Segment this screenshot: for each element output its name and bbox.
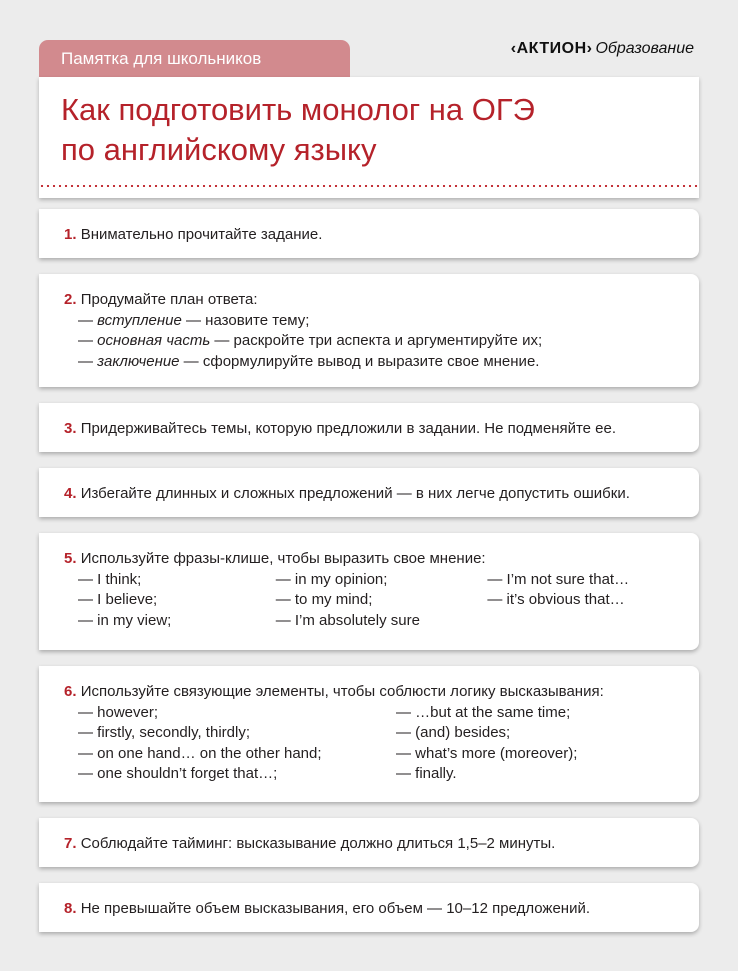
audience-tab [39,40,350,77]
audience-tab-label: Памятка для школьников [61,49,262,68]
phrase-columns [64,570,699,632]
tip-card-3 [39,403,699,452]
plan-term: вступление [97,311,182,329]
tip-number: 7. [64,835,77,852]
tip-card-4 [39,468,699,517]
tip-number: 1. [64,226,77,243]
tip-line [64,484,699,505]
tip-card-2 [39,274,699,387]
plan-term: заключение [97,352,180,370]
tip-line [64,549,699,570]
title-panel [39,77,699,198]
tip-number: 4. [64,485,77,502]
linker-item: — …but at the same time; [396,703,571,721]
tip-text: Используйте фразы-клише, чтобы выразить свое мнение: [80,550,486,567]
tip-line [64,899,699,920]
tip-text: Избегайте длинных и сложных предложений — в них легче допустить ошибки. [80,485,630,502]
linker-item: — what’s more (moreover); [396,744,578,762]
phrase-item: — in my opinion; [275,570,388,588]
tip-line [64,419,699,440]
phrase-item: — I think; [78,570,142,588]
linker-item: — on one hand… on the other hand; [78,744,322,762]
phrase-item: — I believe; [78,591,158,608]
tip-card-8 [39,883,699,932]
tip-text: Используйте связующие элементы, чтобы соблюсти логику высказывания: [80,683,604,700]
plan-item: — основная часть — раскройте три аспекта и аргументируйте их; [78,332,543,349]
tip-text: Соблюдайте тайминг: высказывание должно длиться 1,5–2 минуты. [80,835,556,852]
tip-line [64,225,699,246]
tip-text: Придерживайтесь темы, которую предложили в задании. Не подменяйте ее. [80,420,617,437]
brand-logo [511,40,694,58]
brand-sub: Образование [595,40,694,57]
tip-number: 6. [64,683,77,700]
dotted-divider [39,185,699,187]
phrase-item: — it’s obvious that… [487,591,625,608]
phrase-item: — to my mind; [275,591,373,608]
tip-line [64,290,699,311]
tip-card-1 [39,209,699,258]
phrase-item: — I’m not sure that… [487,570,630,588]
phrase-item: — I’m absolutely sure [275,611,420,629]
phrase-column [276,570,488,632]
plan-item: — вступление — назовите тему; [78,311,310,329]
tip-card-7 [39,818,699,867]
linker-column [64,703,396,785]
page-title: Как подготовить монолог на ОГЭ по английскому языку [61,92,535,167]
linker-item: — (and) besides; [396,724,511,741]
phrase-column [64,570,276,632]
plan-term: основная часть [97,332,211,349]
phrase-item: — in my view; [78,611,172,629]
tip-line [64,834,699,855]
phrase-column [487,570,699,632]
tip-card-6 [39,666,699,802]
tip-text: Внимательно прочитайте задание. [80,226,323,243]
tip-number: 5. [64,550,77,567]
tip-text: Не превышайте объем высказывания, его объем — 10–12 предложений. [80,900,591,917]
tip-number: 8. [64,900,77,917]
tip-text: Продумайте план ответа: [80,291,258,308]
tip-number: 2. [64,291,77,308]
linker-item: — firstly, secondly, thirdly; [78,724,250,741]
linker-item: — one shouldn’t forget that…; [78,765,278,782]
linker-item: — finally. [396,765,457,782]
linker-columns [64,703,699,785]
linker-column [396,703,577,785]
linker-item: — however; [78,703,159,721]
tip-line [64,682,699,703]
tip-card-5 [39,533,699,650]
plan-item: — заключение — сформулируйте вывод и выразите свое мнение. [78,352,540,370]
tip-number: 3. [64,420,77,437]
brand-name: ‹АКТИОН› [510,40,593,57]
